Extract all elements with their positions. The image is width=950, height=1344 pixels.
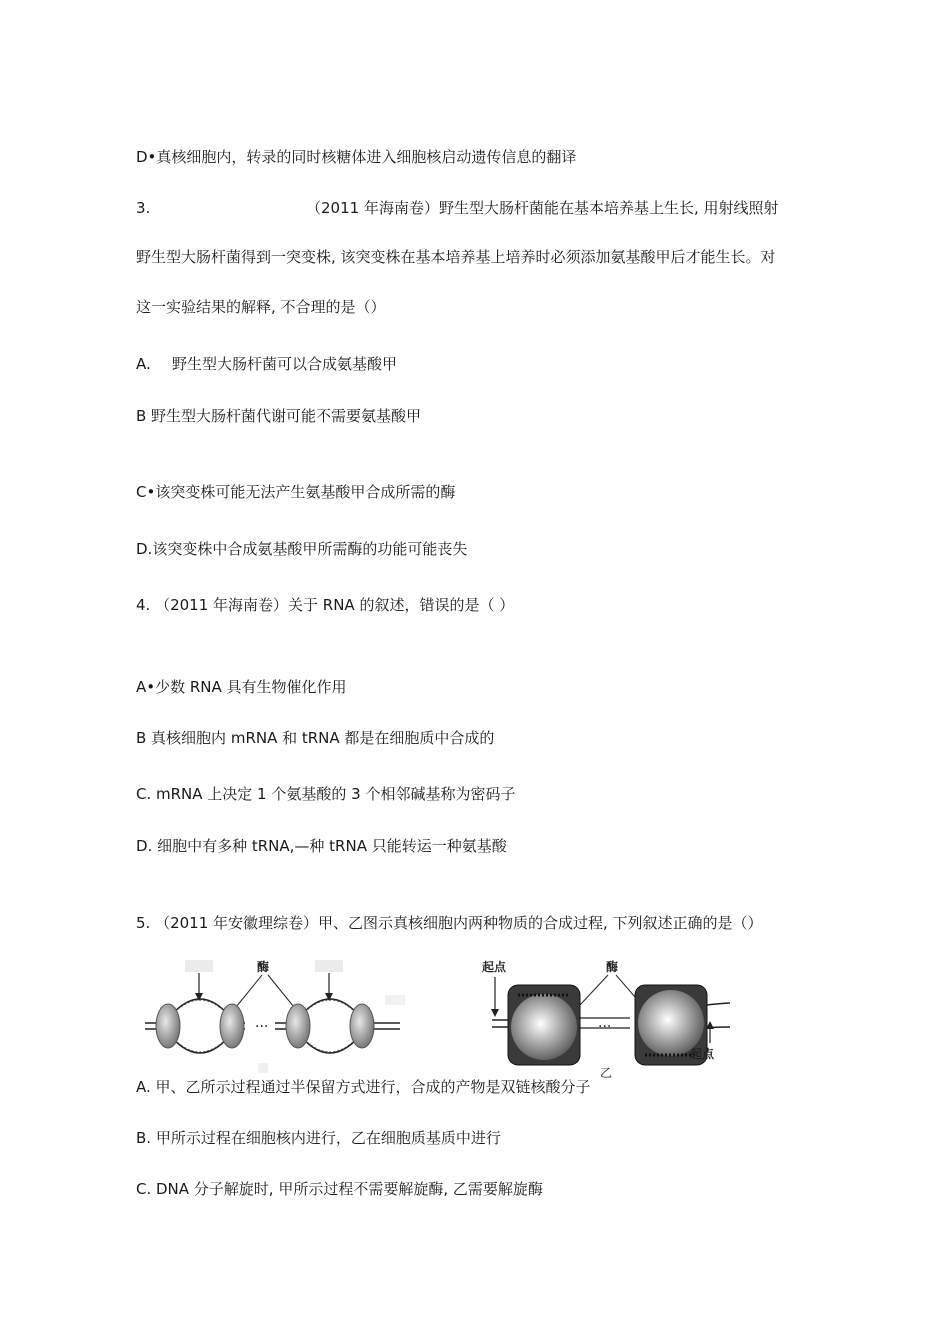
figure-left-enzyme-label: 酶 [257, 960, 270, 974]
ellipsis-dots: ··· [255, 1019, 269, 1035]
q5-option-a: A. 甲、乙所示过程通过半保留方式进行，合成的产物是双链核酸分子 [136, 1078, 591, 1096]
figure-caption-yi: 乙 [600, 1066, 613, 1080]
enzyme-ball-left [511, 994, 577, 1060]
figure-origin-label-bottom: 起点 [690, 1047, 715, 1061]
q4-option-d: D. 细胞中有多种 tRNA,—种 tRNA 只能转运一种氨基酸 [136, 837, 507, 855]
q3-stem-line3: 这一实验结果的解释, 不合理的是（） [136, 298, 386, 316]
figure-jia-replication-bubbles [140, 955, 420, 1075]
q4-option-b: B 真核细胞内 mRNA 和 tRNA 都是在细胞质中合成的 [136, 729, 495, 747]
q5-option-c: C. DNA 分子解旋时, 甲所示过程不需要解旋酶, 乙需要解旋酶 [136, 1180, 543, 1198]
q4-option-c: C. mRNA 上决定 1 个氨基酸的 3 个相邻碱基称为密码子 [136, 785, 516, 803]
enzyme-shape [220, 1004, 244, 1048]
q3-option-d: D.该突变株中合成氨基酸甲所需酶的功能可能丧失 [136, 540, 468, 558]
ellipsis-dots: ··· [598, 1019, 612, 1035]
figure-origin-label-top: 起点 [482, 960, 507, 974]
q2-option-d: D•真核细胞内，转录的同时核糖体进入细胞核启动遗传信息的翻译 [136, 148, 577, 166]
new-strand [302, 1000, 358, 1015]
enzyme-shape [156, 1004, 180, 1048]
q3-option-b: B 野生型大肠杆菌代谢可能不需要氨基酸甲 [136, 407, 422, 425]
new-strand [172, 1000, 228, 1015]
q3-option-c: C•该突变株可能无法产生氨基酸甲合成所需的酶 [136, 483, 456, 501]
faded-label-box [185, 960, 213, 972]
faded-label-box [315, 960, 343, 972]
q3-stem-line1: （2011 年海南卷）野生型大肠杆菌能在基本培养基上生长, 用射线照射 [306, 199, 779, 217]
figure-yi-transcription [480, 955, 750, 1080]
enzyme-shape [286, 1004, 310, 1048]
figure-right-enzyme-label: 酶 [606, 960, 619, 974]
faded-label-box [385, 995, 405, 1005]
pointer-line [580, 975, 608, 1005]
arrow-head [491, 1009, 499, 1017]
q3-number: 3. [136, 199, 151, 217]
q4-option-a: A•少数 RNA 具有生物催化作用 [136, 678, 347, 696]
faded-caption-box [258, 1063, 268, 1073]
q3-stem-line2: 野生型大肠杆菌得到一突变株, 该突变株在基本培养基上培养时必须添加氨基酸甲后才能生长。对 [136, 248, 776, 266]
enzyme-shape [350, 1004, 374, 1048]
q5-option-b: B. 甲所示过程在细胞核内进行，乙在细胞质基质中进行 [136, 1129, 501, 1147]
q3-option-a-label: A. [136, 355, 151, 373]
q4-stem: 4. （2011 年海南卷）关于 RNA 的叙述，错误的是（ ） [136, 596, 515, 614]
new-strand [302, 1037, 358, 1052]
q3-option-a: 野生型大肠杆菌可以合成氨基酸甲 [172, 355, 398, 373]
q5-stem: 5. （2011 年安徽理综卷）甲、乙图示真核细胞内两种物质的合成过程, 下列叙述正确的是（） [136, 914, 763, 932]
new-strand [172, 1037, 228, 1052]
